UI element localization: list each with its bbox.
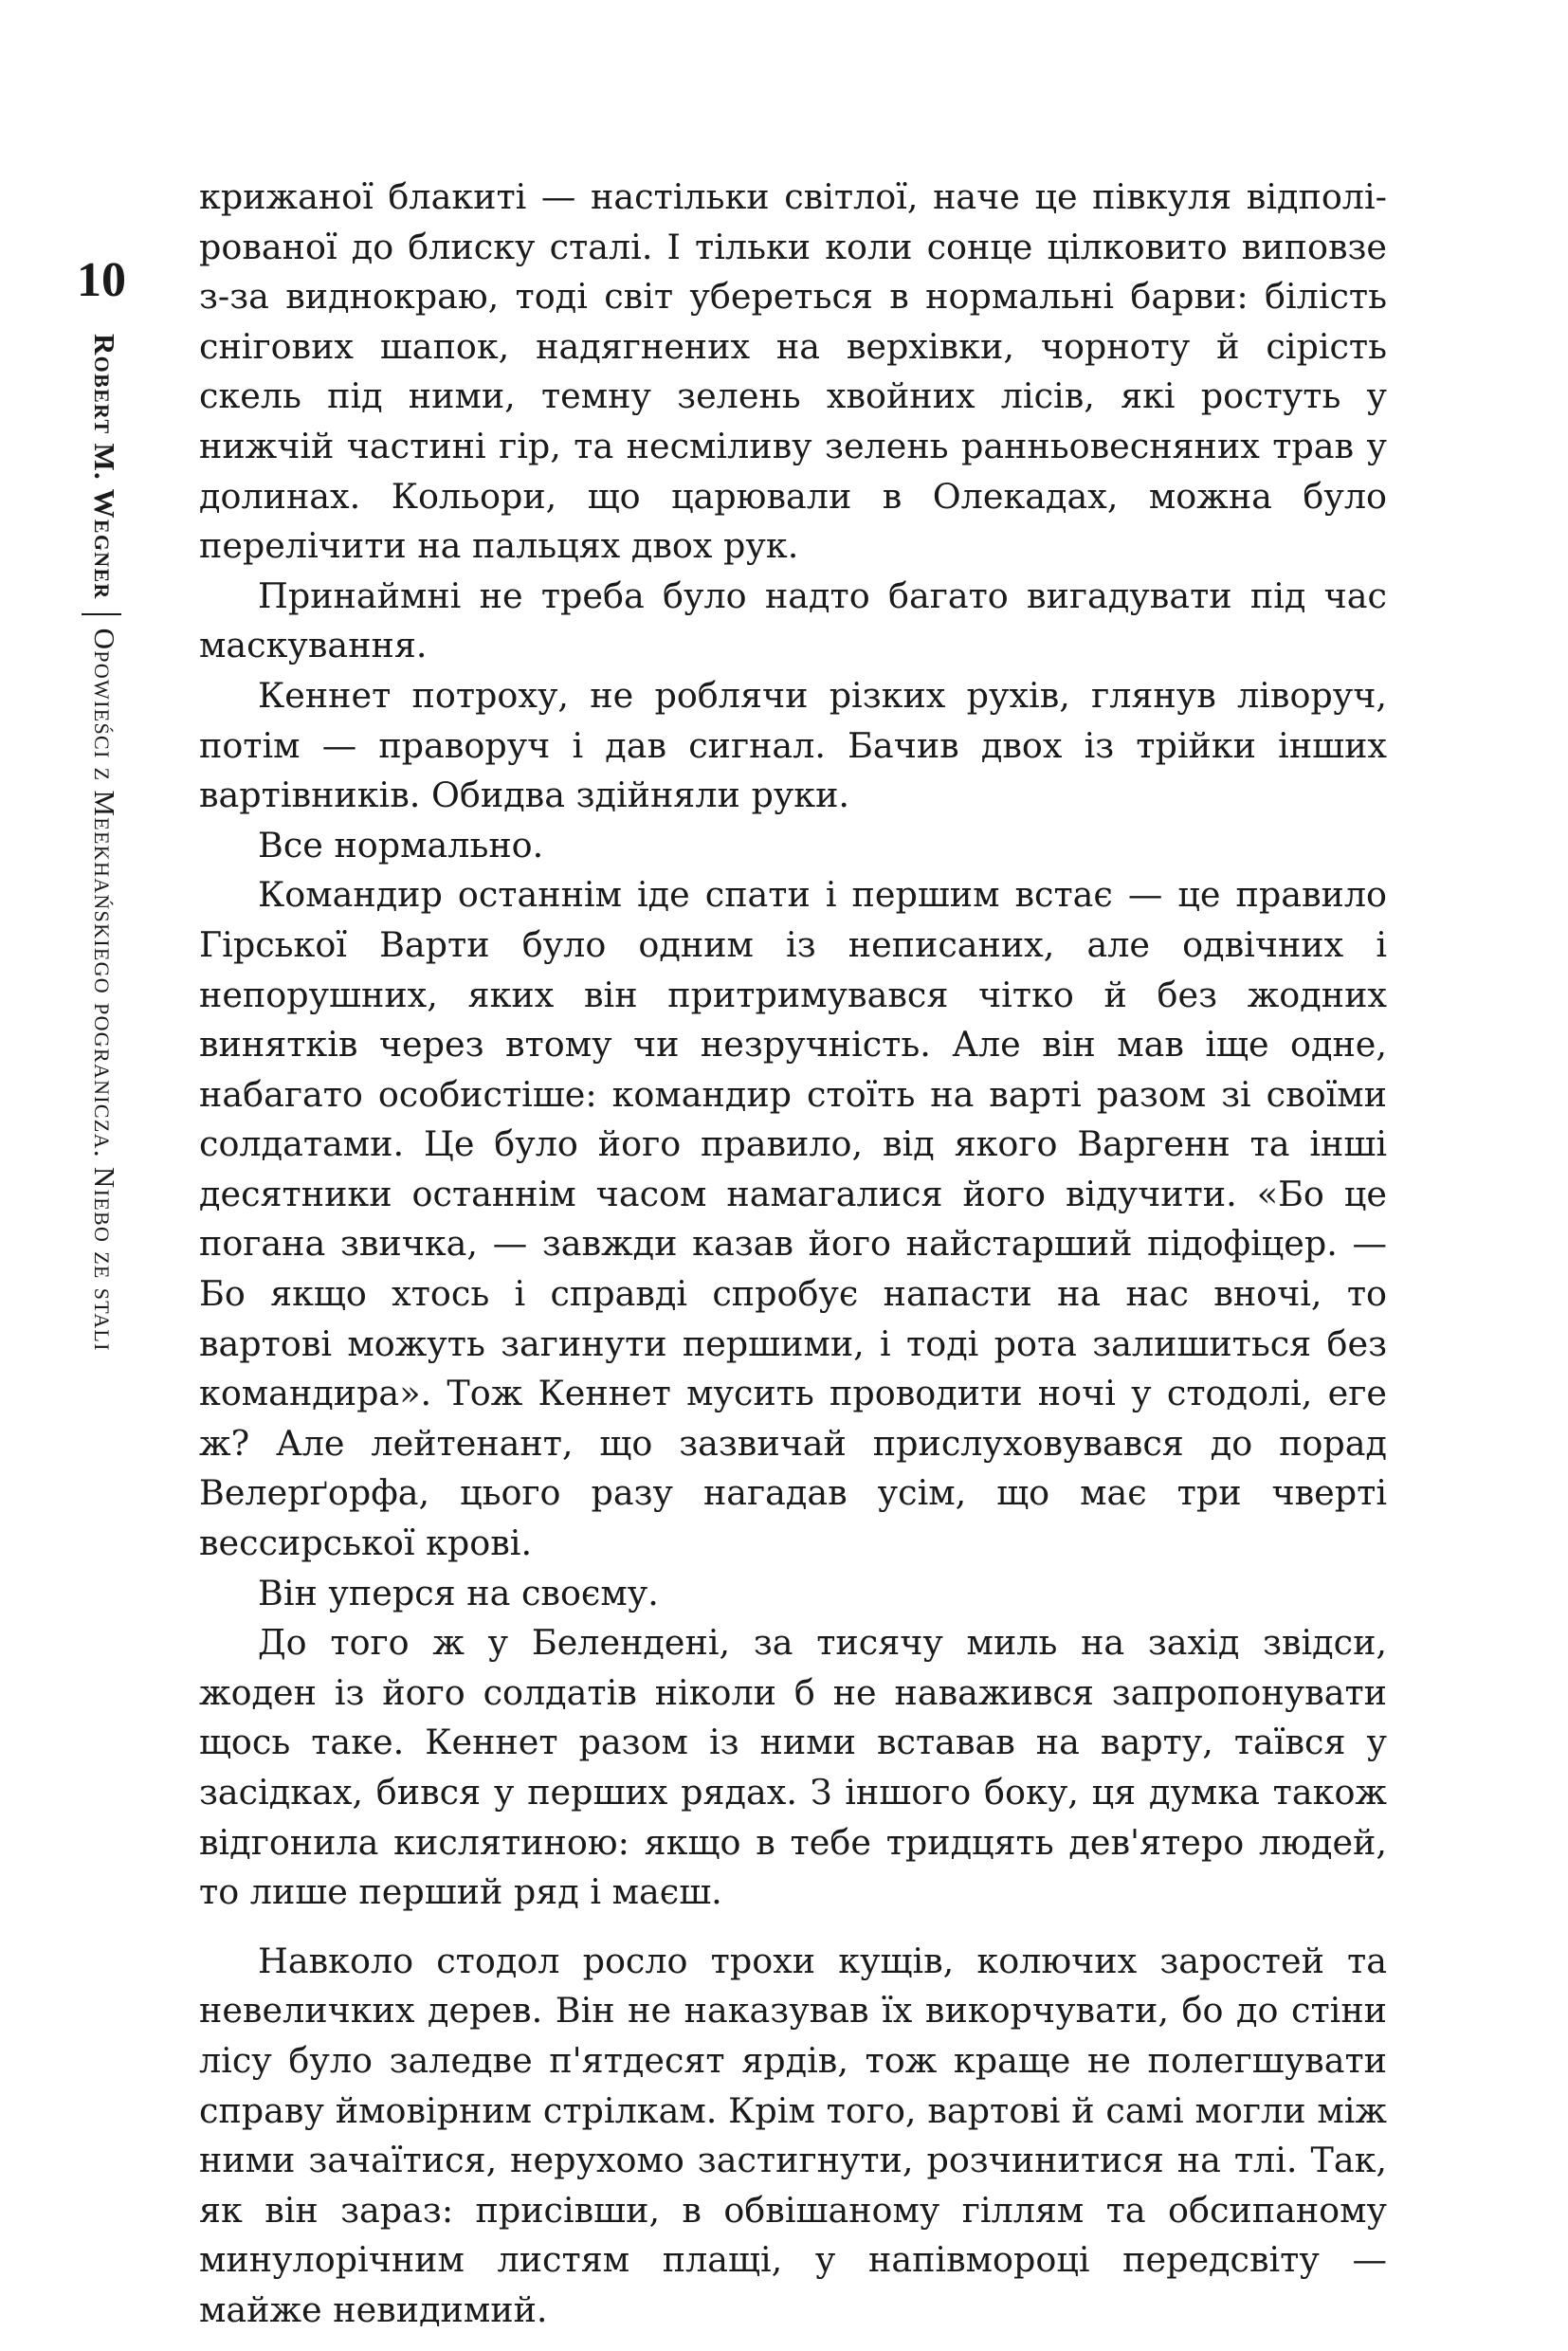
running-head-separator [82, 613, 121, 615]
running-head-author: Robert M. Wegner [87, 334, 121, 600]
paragraph-7: До того ж у Беленденi, за тисячу миль на захід звідси, жоден із його солдатів ніколи б не наважився запропонувати щось таке. Кеннет разом із ними вставав на варту, таївся у засідках, бився у перших рядах. З іншого боку, ця думка також відгонила кислятиною: якщо в тебе тридцять дев'ятеро людей, то лише перший ряд і маєш. [199, 1622, 1387, 1913]
body-text [199, 173, 1387, 2336]
paragraph-2: Принаймні не треба було надто багато вигадувати під час маскування. [199, 574, 1387, 666]
paragraph-4: Все нормально. [258, 824, 544, 866]
paragraph-8: Навколо стодол росло трохи кущів, колючих заростей та невеличких дерев. Він не наказував їх викорчувати, бо до стіни лісу було заледве п'ятдесят ярдів, тож краще не полегшувати справу ймовірним стрілкам. Крім того, вартові й самі могли між ними зачаїтися, нерухомо застигнути, розчинитися на тлі. Так, як він зараз: присівши, в обвішаному гіллям та обсипаному минулорічним листям плащі, у напівмороці передсвіту — майже невидимий. [199, 1940, 1387, 2330]
paragraph-6: Він уперся на своєму. [258, 1572, 659, 1613]
running-head-book-title: Opowieści z Meekhańskiego pogranicza. Niebo ze stali [87, 628, 121, 1352]
paragraph-5: Командир останнім іде спати і першим встає — це правило Гірської Варти було одним із неписаних, але одвічних і непорушних, яких він притримувався чітко й без жодних винятків через втому чи незручність. Але він мав іще одне, набагато особистіше: командир стоїть на варті разом зі своїми солдатами. Це було його правило, від якого Варгенн та інші десятники останнім часом намагалися його відучити. «Бо це погана звичка, — завжди казав його найстарший підофіцер. — Бо якщо хтось і справді спробує напасти на нас вночі, то вартові можуть загинути першими, і тоді рота залишиться без командира». Тож Кеннет мусить проводити ночі у стодолі, еге ж? Але лейтенант, що зазвичай прислуховувався до порад Велерґорфа, цього разу нагадав усім, що має три чверті вессирської крові. [199, 874, 1387, 1564]
page-number: 10 [77, 253, 126, 307]
paragraph-3: Кеннет потроху, не роблячи різких рухів, глянув ліворуч, потім — праворуч і дав сигнал. Бачив двох із трійки інших вартівників. Обидва здійняли руки. [199, 674, 1387, 816]
running-head [82, 334, 121, 1352]
paragraph-1: крижаної блакиті — настільки світлої, наче це півкуля відполірованої до блиску сталі. І тільки коли сонце цілковито виповзе з-за виднокраю, тоді світ убереться в нормальні барви: білість снігових шапок, надягнених на верхівки, чорноту й сірість скель під ними, темну зелень хвойних лісів, які ростуть у нижчій частині гір, та несміливу зелень ранньовесняних трав у долинах. Кольори, що царювали в Олекадах, можна було перелічити на пальцях двох рук. [199, 176, 1387, 567]
